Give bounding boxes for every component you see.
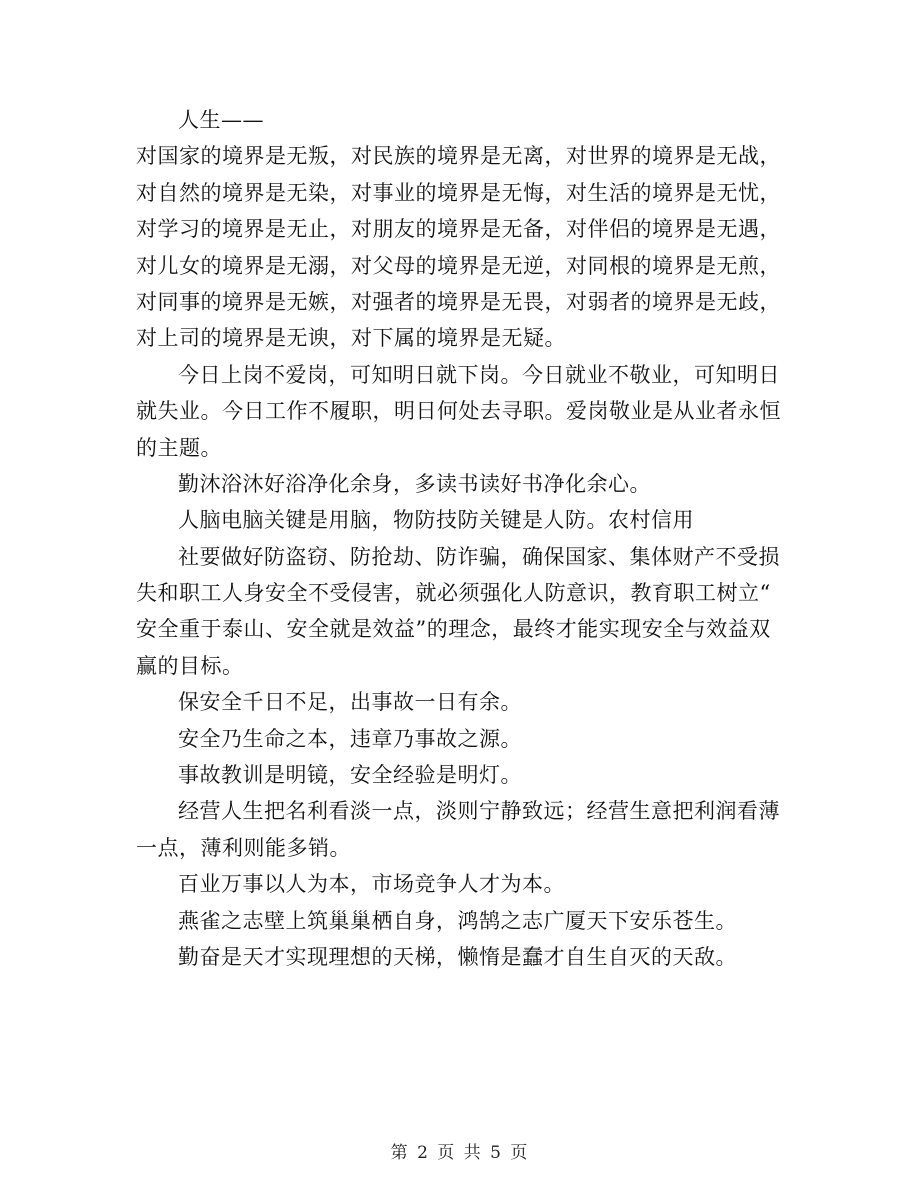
text-line: 对儿女的境界是无溺，对父母的境界是无逆，对同根的境界是无煎， (136, 253, 781, 278)
text-line: 对上司的境界是无谀，对下属的境界是无疑。 (136, 326, 566, 351)
text-line: 燕雀之志壁上筑巢巢栖自身，鸿鹄之志广厦天下安乐苍生。 (178, 908, 737, 933)
text-line: 勤沐浴沐好浴净化余身，多读书读好书净化余心。 (178, 471, 651, 496)
text-line: 赢的目标。 (136, 653, 244, 678)
text-line: 对自然的境界是无染，对事业的境界是无悔，对生活的境界是无忧， (136, 180, 781, 205)
text-line: 对国家的境界是无叛，对民族的境界是无离，对世界的境界是无战， (136, 144, 781, 169)
text-line: 对学习的境界是无止，对朋友的境界是无备，对伴侣的境界是无遇， (136, 217, 781, 242)
text-line: 失和职工人身安全不受侵害，就必须强化人防意识，教育职工树立“ (136, 581, 771, 606)
text-line: 今日上岗不爱岗，可知明日就下岗。今日就业不敬业，可知明日 (178, 362, 780, 387)
text-line: 社要做好防盗窃、防抢劫、防诈骗，确保国家、集体财产不受损 (178, 544, 780, 569)
text-line: 对同事的境界是无嫉，对强者的境界是无畏，对弱者的境界是无歧， (136, 289, 781, 314)
text-line: 安全重于泰山、安全就是效益”的理念，最终才能实现安全与效益双 (136, 617, 771, 642)
text-line: 经营人生把名利看淡一点，淡则宁静致远；经营生意把利润看薄 (178, 799, 780, 824)
text-line: 百业万事以人为本，市场竞争人才为本。 (178, 872, 565, 897)
text-line: 一点，薄利则能多销。 (136, 835, 351, 860)
document-body (136, 102, 781, 975)
text-line: 事故教训是明镜，安全经验是明灯。 (178, 763, 522, 788)
text-line: 勤奋是天才实现理想的天梯，懒惰是蠢才自生自灭的天敌。 (178, 944, 737, 969)
text-line: 的主题。 (136, 435, 222, 460)
text-line: 就失业。今日工作不履职，明日何处去寻职。爱岗敬业是从业者永恒 (136, 399, 781, 424)
text-line: 人生—— (178, 108, 264, 132)
text-line: 人脑电脑关键是用脑，物防技防关键是人防。农村信用 (178, 508, 694, 533)
page-number-footer: 第 2 页 共 5 页 (390, 1143, 530, 1163)
text-line: 安全乃生命之本，违章乃事故之源。 (178, 726, 522, 751)
text-line: 保安全千日不足，出事故一日有余。 (178, 690, 522, 715)
